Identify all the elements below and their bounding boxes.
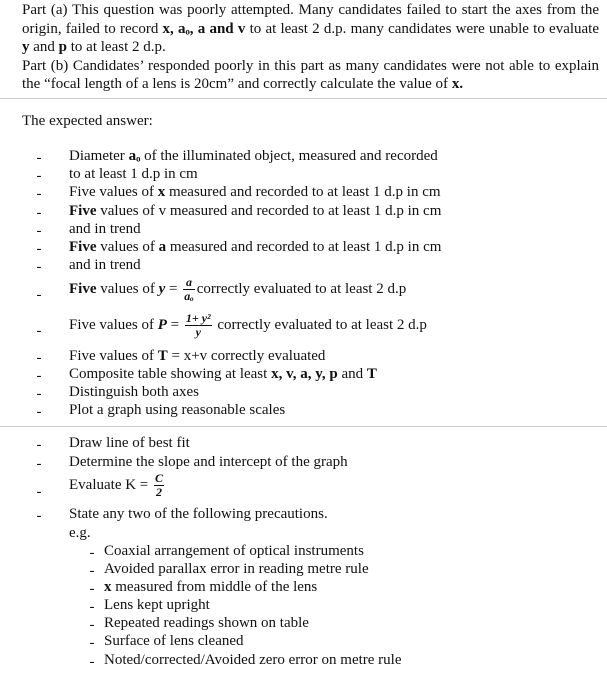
list-item: State any two of the following precautions. bbox=[69, 506, 328, 522]
formula-fraction: $\frac{\text{1+ y²}}{y}$ bbox=[185, 311, 211, 339]
formula-fraction: $\frac{C}{2}$ bbox=[155, 471, 164, 499]
precaution-item: Avoided parallax error in reading metre rule bbox=[104, 561, 369, 577]
bullet: - bbox=[89, 545, 95, 561]
precaution-item: Repeated readings shown on table bbox=[104, 615, 309, 631]
bullet: - bbox=[36, 350, 42, 366]
bullet: - bbox=[36, 368, 42, 384]
precaution-item: Coaxial arrangement of optical instruments bbox=[104, 543, 364, 559]
bullet: - bbox=[36, 186, 42, 202]
divider bbox=[0, 426, 607, 427]
list-item-continuation: and in trend bbox=[69, 257, 141, 273]
bullet: - bbox=[36, 241, 42, 257]
part-a-comment: Part (a) This question was poorly attempted. Many candidates failed to start the axes from the origin, failed to record x, aₒ, a and v to at least 2 d.p. many candidates were unable to evaluate y and p to at least 2 d.p. bbox=[22, 2, 600, 56]
list-item-continuation: to at least 1 d.p in cm bbox=[69, 166, 198, 182]
list-item: Diameter aₒ of the illuminated object, measured and recorded bbox=[69, 148, 438, 164]
examiner-comments bbox=[22, 1, 599, 94]
list-item: Evaluate K = $\frac{C}{2}$ bbox=[69, 471, 164, 499]
bullet: - bbox=[36, 168, 42, 184]
bullet: - bbox=[89, 563, 95, 579]
bullet: - bbox=[89, 635, 95, 651]
bullet: - bbox=[36, 484, 42, 500]
list-item: Composite table showing at least x, v, a, y, p and T bbox=[69, 366, 377, 382]
bullet: - bbox=[89, 654, 95, 670]
bullet: - bbox=[36, 386, 42, 402]
bullet: - bbox=[36, 287, 42, 303]
expected-answer-heading: The expected answer: bbox=[22, 113, 153, 129]
list-item: Draw line of best fit bbox=[69, 435, 190, 451]
example-label: e.g. bbox=[69, 525, 91, 541]
bullet: - bbox=[89, 617, 95, 633]
list-item: Five values of x measured and recorded to at least 1 d.p in cm bbox=[69, 184, 441, 200]
formula-fraction: $\frac{a}{\text{aₒ}}$ bbox=[184, 275, 194, 303]
precaution-item: Noted/corrected/Avoided zero error on metre rule bbox=[104, 652, 402, 668]
list-item: Five values of a measured and recorded to at least 1 d.p in cm bbox=[69, 239, 442, 255]
bullet: - bbox=[36, 323, 42, 339]
bullet: - bbox=[36, 150, 42, 166]
list-item: Determine the slope and intercept of the graph bbox=[69, 454, 348, 470]
list-item: Plot a graph using reasonable scales bbox=[69, 402, 286, 418]
bullet: - bbox=[36, 223, 42, 239]
list-item: Five values of y = $\frac{a}{\text{aₒ}}$ correctly evaluated to at least 2 d.p bbox=[69, 275, 407, 303]
list-item-continuation: and in trend bbox=[69, 221, 141, 237]
bullet: - bbox=[36, 205, 42, 221]
bullet: - bbox=[36, 508, 42, 524]
bullet: - bbox=[36, 437, 42, 453]
list-item: Five values of v measured and recorded to at least 1 d.p in cm bbox=[69, 203, 442, 219]
bullet: - bbox=[36, 259, 42, 275]
bullet: - bbox=[89, 581, 95, 597]
part-b-comment: Part (b) Candidates’ responded poorly in this part as many candidates were not able to explain the “focal length of a lens is 20cm” and correctly calculate the value of x. bbox=[22, 57, 599, 93]
bullet: - bbox=[36, 456, 42, 472]
bullet: - bbox=[89, 599, 95, 615]
precaution-item: x measured from middle of the lens bbox=[104, 579, 318, 595]
list-item: Five values of T = x+v correctly evaluated bbox=[69, 348, 326, 364]
precaution-item: Lens kept upright bbox=[104, 597, 210, 613]
list-item: Distinguish both axes bbox=[69, 384, 199, 400]
divider bbox=[0, 98, 607, 99]
bullet: - bbox=[36, 404, 42, 420]
list-item: Five values of P = $\frac{\text{1+ y²}}{y}$ correctly evaluated to at least 2 d.p bbox=[69, 311, 427, 339]
precaution-item: Surface of lens cleaned bbox=[104, 633, 244, 649]
